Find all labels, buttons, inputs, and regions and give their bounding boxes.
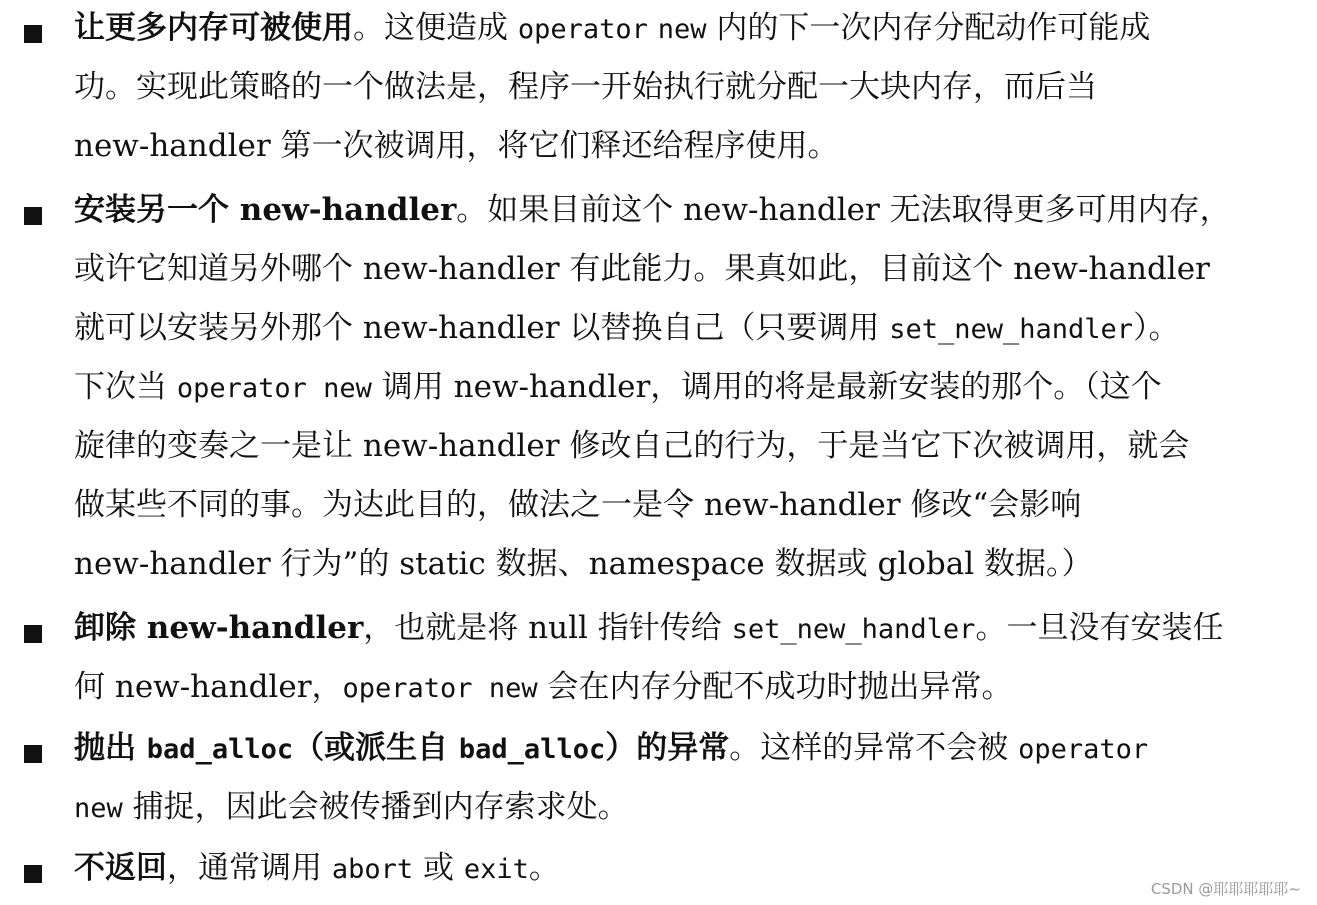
text-monob: bad_alloc — [458, 734, 606, 765]
text-bold: 抛出 — [74, 730, 147, 766]
text-run: 做某些不同的事。为达此目的，做法之一是令 new-handler 修改“会影响 — [74, 487, 1082, 523]
paragraph-line — [74, 608, 1288, 650]
text-mono: set_new_handler — [731, 614, 976, 645]
paragraph-line — [74, 67, 1288, 107]
text-bold: （或派生自 — [293, 730, 459, 766]
text-run: 内的下一次内存分配动作可能成 — [706, 10, 1151, 46]
text-mono: new — [657, 14, 707, 45]
text-run: ，通常调用 — [167, 850, 332, 886]
paragraph-line — [74, 544, 1288, 584]
text-mono: new — [74, 793, 123, 824]
text-run: 或许它知道另外哪个 new-handler 有此能力。果真如此，目前这个 new-handler — [74, 251, 1210, 287]
text-bold: 不返回 — [74, 850, 167, 886]
text-run: ，也就是将 null 指针传给 — [363, 610, 732, 646]
text-mono: operator — [1018, 734, 1149, 765]
text-bold: 让更多内存可被使用 — [74, 10, 353, 46]
paragraph-line — [74, 8, 1288, 50]
paragraph-line — [74, 249, 1288, 289]
text-mono: abort — [331, 854, 414, 885]
text-run — [648, 10, 658, 46]
paragraph-line — [74, 426, 1288, 466]
text-bold: 安装另一个 new-handler — [74, 192, 457, 228]
text-run: 何 new-handler， — [74, 669, 343, 705]
bullet-square — [24, 207, 42, 225]
text-run: 会在内存分配不成功时抛出异常。 — [537, 669, 1013, 705]
paragraph-line — [74, 485, 1288, 525]
text-run: ）。 — [1133, 310, 1180, 346]
paragraph-line — [74, 667, 1288, 709]
text-bold: ）的异常 — [605, 730, 730, 766]
bullet-square — [24, 625, 42, 643]
paragraph-line — [74, 848, 1288, 890]
paragraph-line — [74, 728, 1288, 770]
text-run: new-handler 第一次被调用，将它们释还给程序使用。 — [74, 128, 839, 164]
text-mono: exit — [463, 854, 529, 885]
text-run: 或 — [413, 850, 464, 886]
paragraph-line — [74, 190, 1288, 230]
paragraph-line — [74, 787, 1288, 829]
text-run: 。一旦没有安装任 — [975, 610, 1224, 646]
paragraph-line — [74, 367, 1288, 409]
text-run: 下次当 — [74, 369, 177, 405]
bullet-square — [24, 865, 42, 883]
bullet-square — [24, 745, 42, 763]
text-mono: operator new — [176, 373, 372, 404]
text-bold: 卸除 new-handler — [74, 610, 364, 646]
bullet-square — [24, 25, 42, 43]
text-run: 。如果目前这个 new-handler 无法取得更多可用内存， — [456, 192, 1231, 228]
text-run: 。这便造成 — [353, 10, 518, 46]
paragraph-line — [74, 126, 1288, 166]
text-run: 。 — [528, 850, 560, 886]
text-mono: operator new — [342, 673, 538, 704]
text-mono: set_new_handler — [889, 314, 1134, 345]
text-run: 。这样的异常不会被 — [729, 730, 1019, 766]
text-run: new-handler 行为”的 static 数据、namespace 数据或 global 数据。） — [74, 546, 1093, 582]
text-run: 功。实现此策略的一个做法是，程序一开始执行就分配一大块内存，而后当 — [74, 69, 1097, 105]
text-mono: operator — [517, 14, 648, 45]
text-monob: bad_alloc — [146, 734, 294, 765]
csdn-watermark: CSDN @耶耶耶耶耶~ — [1150, 880, 1301, 898]
text-run: 捕捉，因此会被传播到内存索求处。 — [122, 789, 629, 825]
text-run: 调用 new-handler，调用的将是最新安装的那个。（这个 — [371, 369, 1162, 405]
text-run: 旋律的变奏之一是让 new-handler 修改自己的行为，于是当它下次被调用，就会 — [74, 428, 1190, 464]
paragraph-line — [74, 308, 1288, 350]
text-run: 就可以安装另外那个 new-handler 以替换自己（只要调用 — [74, 310, 890, 346]
